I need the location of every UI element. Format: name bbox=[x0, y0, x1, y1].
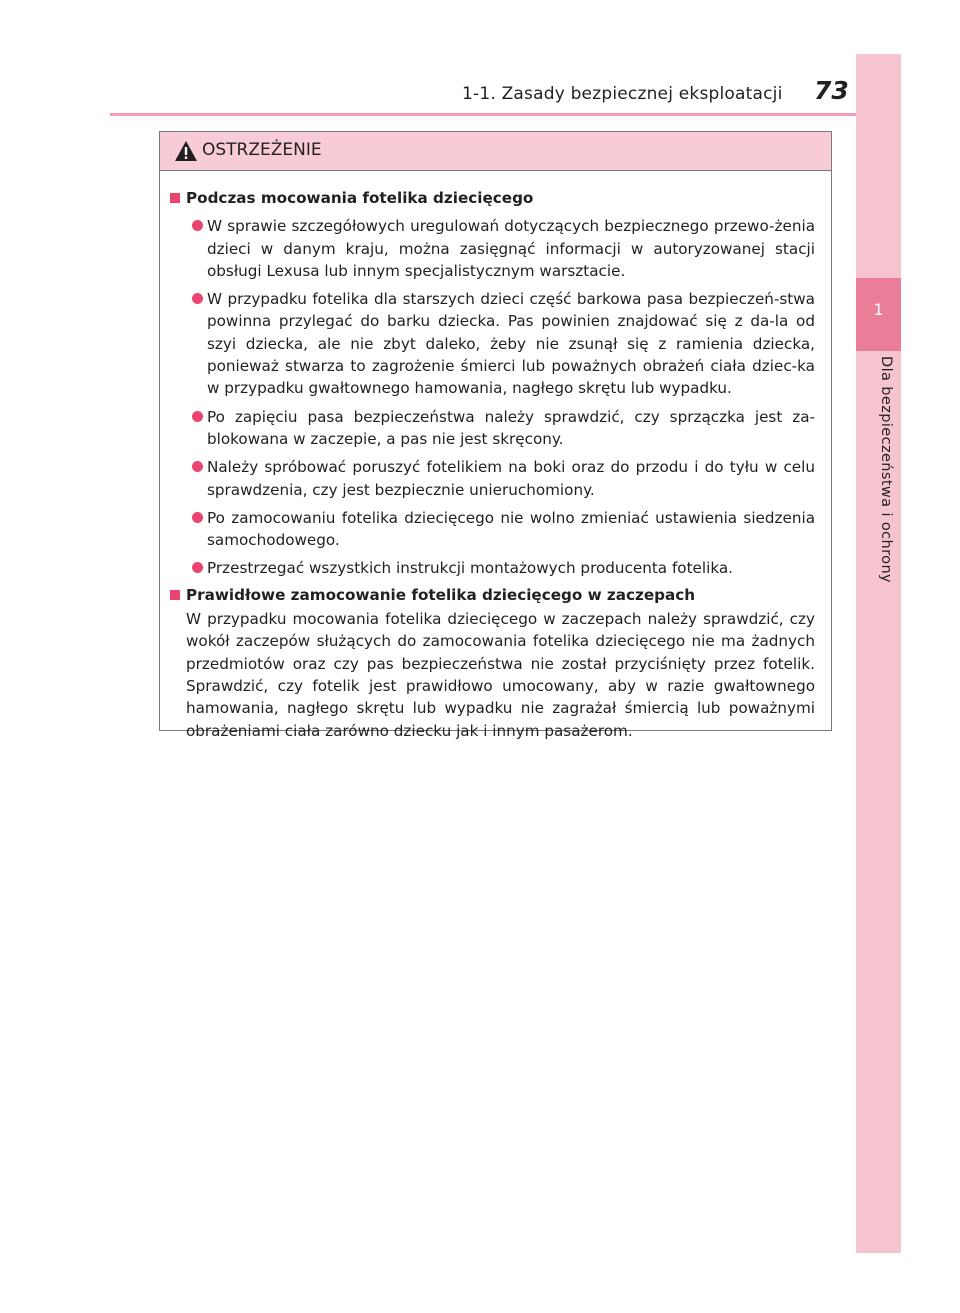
section-heading: Prawidłowe zamocowanie fotelika dziecięcego w zaczepach bbox=[170, 584, 815, 606]
list-item: W sprawie szczegółowych uregulowań dotyczących bezpiecznego przewo-żenia dzieci w danym kraju, można zasięgnąć informacji w autoryzowanej stacji obsługi Lexusa lub innym specjalistycznym warsztacie. bbox=[170, 215, 815, 282]
warning-label: OSTRZEŻENIE bbox=[202, 140, 322, 160]
chapter-side-tab bbox=[856, 54, 901, 1253]
section-title: 1-1. Zasady bezpiecznej eksploatacji bbox=[462, 84, 783, 104]
page-number: 73 bbox=[814, 76, 849, 105]
list-item: Po zamocowaniu fotelika dziecięcego nie wolno zmieniać ustawienia siedzenia samochodowego. bbox=[170, 507, 815, 552]
list-item: Po zapięciu pasa bezpieczeństwa należy sprawdzić, czy sprzączka jest za-blokowana w zaczepie, a pas nie jest skręcony. bbox=[170, 406, 815, 451]
list-item: Należy spróbować poruszyć fotelikiem na boki oraz do przodu i do tyłu w celu sprawdzenia, czy jest bezpiecznie unieruchomiony. bbox=[170, 456, 815, 501]
warning-header bbox=[160, 132, 831, 171]
warning-triangle-icon bbox=[174, 140, 198, 162]
warning-body bbox=[160, 171, 831, 742]
warning-box bbox=[159, 131, 832, 740]
list-item: Przestrzegać wszystkich instrukcji montażowych producenta fotelika. bbox=[170, 557, 815, 579]
header-rule bbox=[110, 113, 856, 116]
section-heading: Podczas mocowania fotelika dziecięcego bbox=[170, 187, 815, 209]
chapter-number: 1 bbox=[873, 300, 884, 319]
section-paragraph: W przypadku mocowania fotelika dziecięcego w zaczepach należy sprawdzić, czy wokół zaczepów służących do zamocowania fotelika dziecięcego nie ma żadnych przedmiotów oraz czy pas bezpieczeństwa nie został przyciśnięty przez fotelik. Sprawdzić, czy fotelik jest prawidłowo umocowany, aby w razie gwałtownego hamowania, nagłego skrętu lub wypadku nie zagrażał śmiercią lub poważnymi obrażeniami ciała zarówno dziecku jak i innym pasażerom. bbox=[186, 610, 815, 740]
list-item: W przypadku fotelika dla starszych dzieci część barkowa pasa bezpieczeń-stwa powinna przylegać do barku dziecka. Pas powinien znajdować się z da-la od szyi dziecka, ale nie zbyt daleko, żeby nie zsunął się z ramienia dziecka, ponieważ stwarza to zagrożenie śmierci lub poważnych obrażeń ciała dziec-ka w przypadku gwałtownego hamowania, nagłego skrętu lub wypadku. bbox=[170, 288, 815, 399]
chapter-title: Dla bezpieczeństwa i ochrony bbox=[878, 356, 894, 584]
